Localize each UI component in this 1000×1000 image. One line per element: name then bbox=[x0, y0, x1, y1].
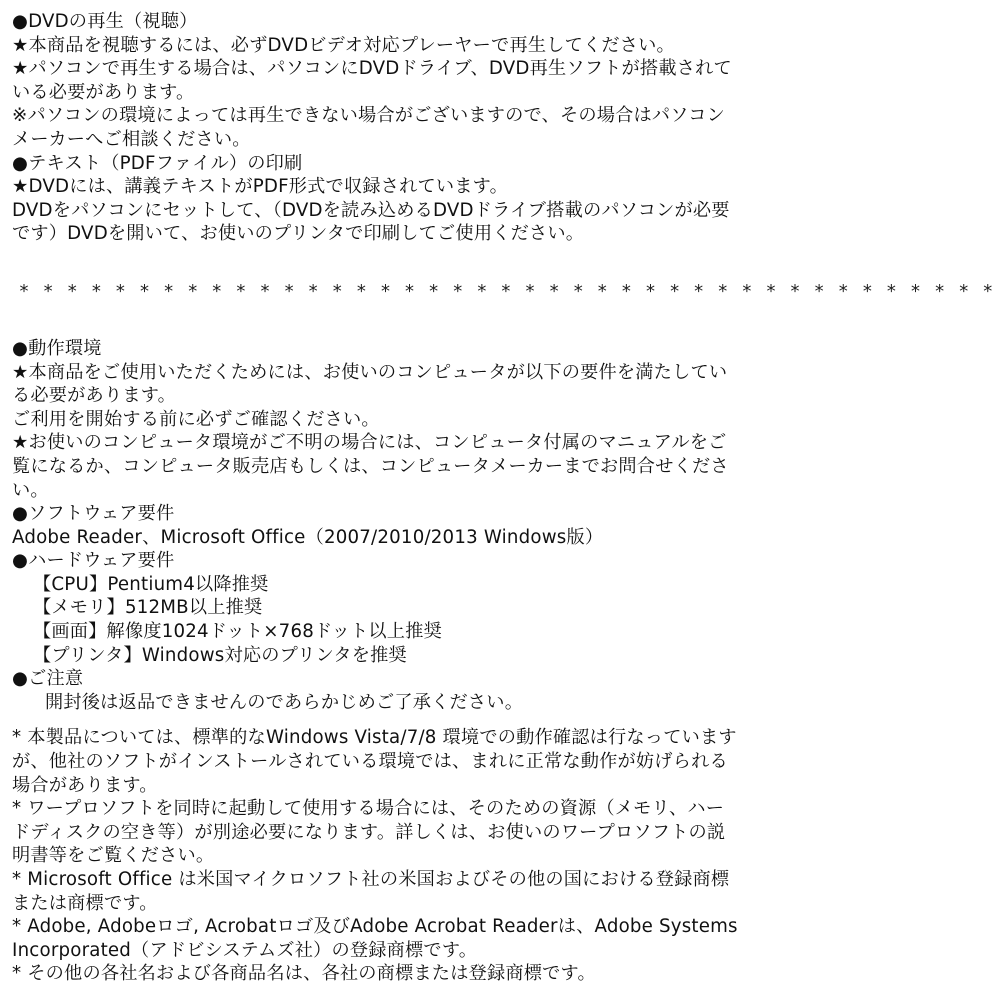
text-line: です）DVDを開いて、お使いのプリンタで印刷してご使用ください。 bbox=[12, 223, 585, 245]
asterisk-glyph: * bbox=[115, 280, 125, 302]
section-caution bbox=[12, 667, 1000, 714]
asterisk-glyph: * bbox=[164, 280, 174, 302]
asterisk-glyph: * bbox=[19, 280, 29, 302]
asterisk-glyph: * bbox=[429, 280, 439, 302]
asterisk-glyph: * bbox=[67, 280, 77, 302]
section-heading-playback: ●DVDの再生（視聴） bbox=[12, 11, 198, 32]
section-heading-software: ●ソフトウェア要件 bbox=[12, 503, 175, 525]
text-line: い。 bbox=[12, 479, 49, 501]
section-heading-hardware: ●ハードウェア要件 bbox=[12, 550, 175, 572]
asterisk-glyph: * bbox=[718, 280, 728, 302]
section-environment bbox=[12, 337, 1000, 502]
asterisk-glyph: * bbox=[766, 280, 776, 302]
asterisk-glyph: * bbox=[332, 280, 342, 302]
hardware-item-printer: 【プリンタ】Windows対応のプリンタを推奨 bbox=[33, 644, 407, 666]
asterisk-glyph: * bbox=[742, 280, 752, 302]
text-line: 開封後は返品できませんのであらかじめご了承ください。 bbox=[45, 691, 524, 713]
asterisk-glyph: * bbox=[935, 280, 945, 302]
text-line: ★本商品をご使用いただくためには、お使いのコンピュータが以下の要件を満たしてい bbox=[12, 361, 728, 383]
note-line: または商標です。 bbox=[12, 892, 158, 914]
note-line: * その他の各社名および各商品名は、各社の商標または登録商標です。 bbox=[12, 963, 596, 985]
text-line: ご利用を開始する前に必ずご確認ください。 bbox=[12, 408, 380, 430]
note-line: * Microsoft Office は米国マイクロソフト社の米国およびその他の国における登録商標 bbox=[12, 869, 730, 890]
section-notes bbox=[12, 726, 1000, 986]
product-notice-document bbox=[12, 10, 1000, 986]
asterisk-glyph: * bbox=[645, 280, 655, 302]
section-software bbox=[12, 502, 1000, 549]
asterisk-glyph: * bbox=[983, 280, 993, 302]
asterisk-glyph: * bbox=[549, 280, 559, 302]
asterisk-glyph: * bbox=[621, 280, 631, 302]
text-line: DVDをパソコンにセットして、（DVDを読み込めるDVDドライブ搭載のパソコンが必要 bbox=[12, 199, 730, 221]
asterisk-divider bbox=[12, 280, 1000, 304]
asterisk-glyph: * bbox=[959, 280, 969, 302]
asterisk-glyph: * bbox=[405, 280, 415, 302]
spacer bbox=[12, 246, 1000, 280]
asterisk-glyph: * bbox=[525, 280, 535, 302]
spacer bbox=[12, 304, 1000, 337]
asterisk-glyph: * bbox=[308, 280, 318, 302]
section-hardware bbox=[12, 549, 1000, 667]
note-line: * 本製品については、標準的なWindows Vista/7/8 環境での動作確認は行なっています bbox=[12, 727, 737, 749]
asterisk-glyph: * bbox=[814, 280, 824, 302]
spacer bbox=[12, 714, 1000, 726]
asterisk-glyph: * bbox=[284, 280, 294, 302]
asterisk-glyph: * bbox=[597, 280, 607, 302]
asterisk-glyph: * bbox=[188, 280, 198, 302]
note-line: 場合があります。 bbox=[12, 774, 158, 796]
asterisk-glyph: * bbox=[43, 280, 53, 302]
asterisk-glyph: * bbox=[91, 280, 101, 302]
note-line: が、他社のソフトがインストールされている環境では、まれに正常な動作が妨げられる bbox=[12, 751, 728, 773]
asterisk-glyph: * bbox=[862, 280, 872, 302]
section-heading-caution: ●ご注意 bbox=[12, 668, 84, 690]
note-line: ドディスクの空き等）が別途必要になります。詳しくは、お使いのワープロソフトの説 bbox=[12, 821, 726, 843]
text-line: ★パソコンで再生する場合は、パソコンにDVDドライブ、DVD再生ソフトが搭載されて bbox=[12, 58, 732, 80]
section-heading-environment: ●動作環境 bbox=[12, 337, 102, 359]
asterisk-glyph: * bbox=[501, 280, 511, 302]
note-line: 明書等をご覧ください。 bbox=[12, 845, 215, 867]
text-line: ★DVDには、講義テキストがPDF形式で収録されています。 bbox=[12, 176, 508, 198]
section-print bbox=[12, 152, 1000, 246]
asterisk-glyph: * bbox=[260, 280, 270, 302]
asterisk-glyph: * bbox=[838, 280, 848, 302]
asterisk-glyph: * bbox=[694, 280, 704, 302]
asterisk-glyph: * bbox=[236, 280, 246, 302]
text-line: ※パソコンの環境によっては再生できない場合がございますので、その場合はパソコン bbox=[12, 105, 726, 127]
asterisk-glyph: * bbox=[212, 280, 222, 302]
asterisk-glyph: * bbox=[573, 280, 583, 302]
section-heading-print: ●テキスト（PDFファイル）の印刷 bbox=[12, 152, 303, 174]
note-line: * ワープロソフトを同時に起動して使用する場合には、そのための資源（メモリ、ハー bbox=[12, 798, 725, 820]
asterisk-glyph: * bbox=[886, 280, 896, 302]
note-line: Incorporated（アドビシステムズ社）の登録商標です。 bbox=[12, 939, 478, 961]
hardware-item-screen: 【画面】解像度1024ドット×768ドット以上推奨 bbox=[33, 621, 442, 643]
text-line: る必要があります。 bbox=[12, 385, 177, 407]
text-line: ★本商品を視聴するには、必ずDVDビデオ対応プレーヤーで再生してください。 bbox=[12, 34, 675, 56]
hardware-item-cpu: 【CPU】Pentium4以降推奨 bbox=[33, 573, 269, 595]
asterisk-glyph: * bbox=[453, 280, 463, 302]
hardware-item-memory: 【メモリ】512MB以上推奨 bbox=[33, 597, 263, 619]
section-playback bbox=[12, 10, 1000, 152]
text-line: 覧になるか、コンピュータ販売店もしくは、コンピュータメーカーまでお問合せくださ bbox=[12, 455, 729, 477]
asterisk-glyph: * bbox=[140, 280, 150, 302]
asterisk-glyph: * bbox=[670, 280, 680, 302]
asterisk-glyph: * bbox=[790, 280, 800, 302]
asterisk-glyph: * bbox=[477, 280, 487, 302]
asterisk-glyph: * bbox=[380, 280, 390, 302]
text-line: Adobe Reader、Microsoft Office（2007/2010/2013 Windows版） bbox=[12, 526, 604, 548]
asterisk-glyph: * bbox=[356, 280, 366, 302]
text-line: いる必要があります。 bbox=[12, 81, 195, 103]
text-line: ★お使いのコンピュータ環境がご不明の場合には、コンピュータ付属のマニュアルをご bbox=[12, 432, 727, 454]
asterisk-glyph: * bbox=[911, 280, 921, 302]
text-line: メーカーへご相談ください。 bbox=[12, 128, 251, 150]
note-line: * Adobe, Adobeロゴ, Acrobatロゴ及びAdobe Acrobat Readerは、Adobe Systems bbox=[12, 916, 738, 938]
